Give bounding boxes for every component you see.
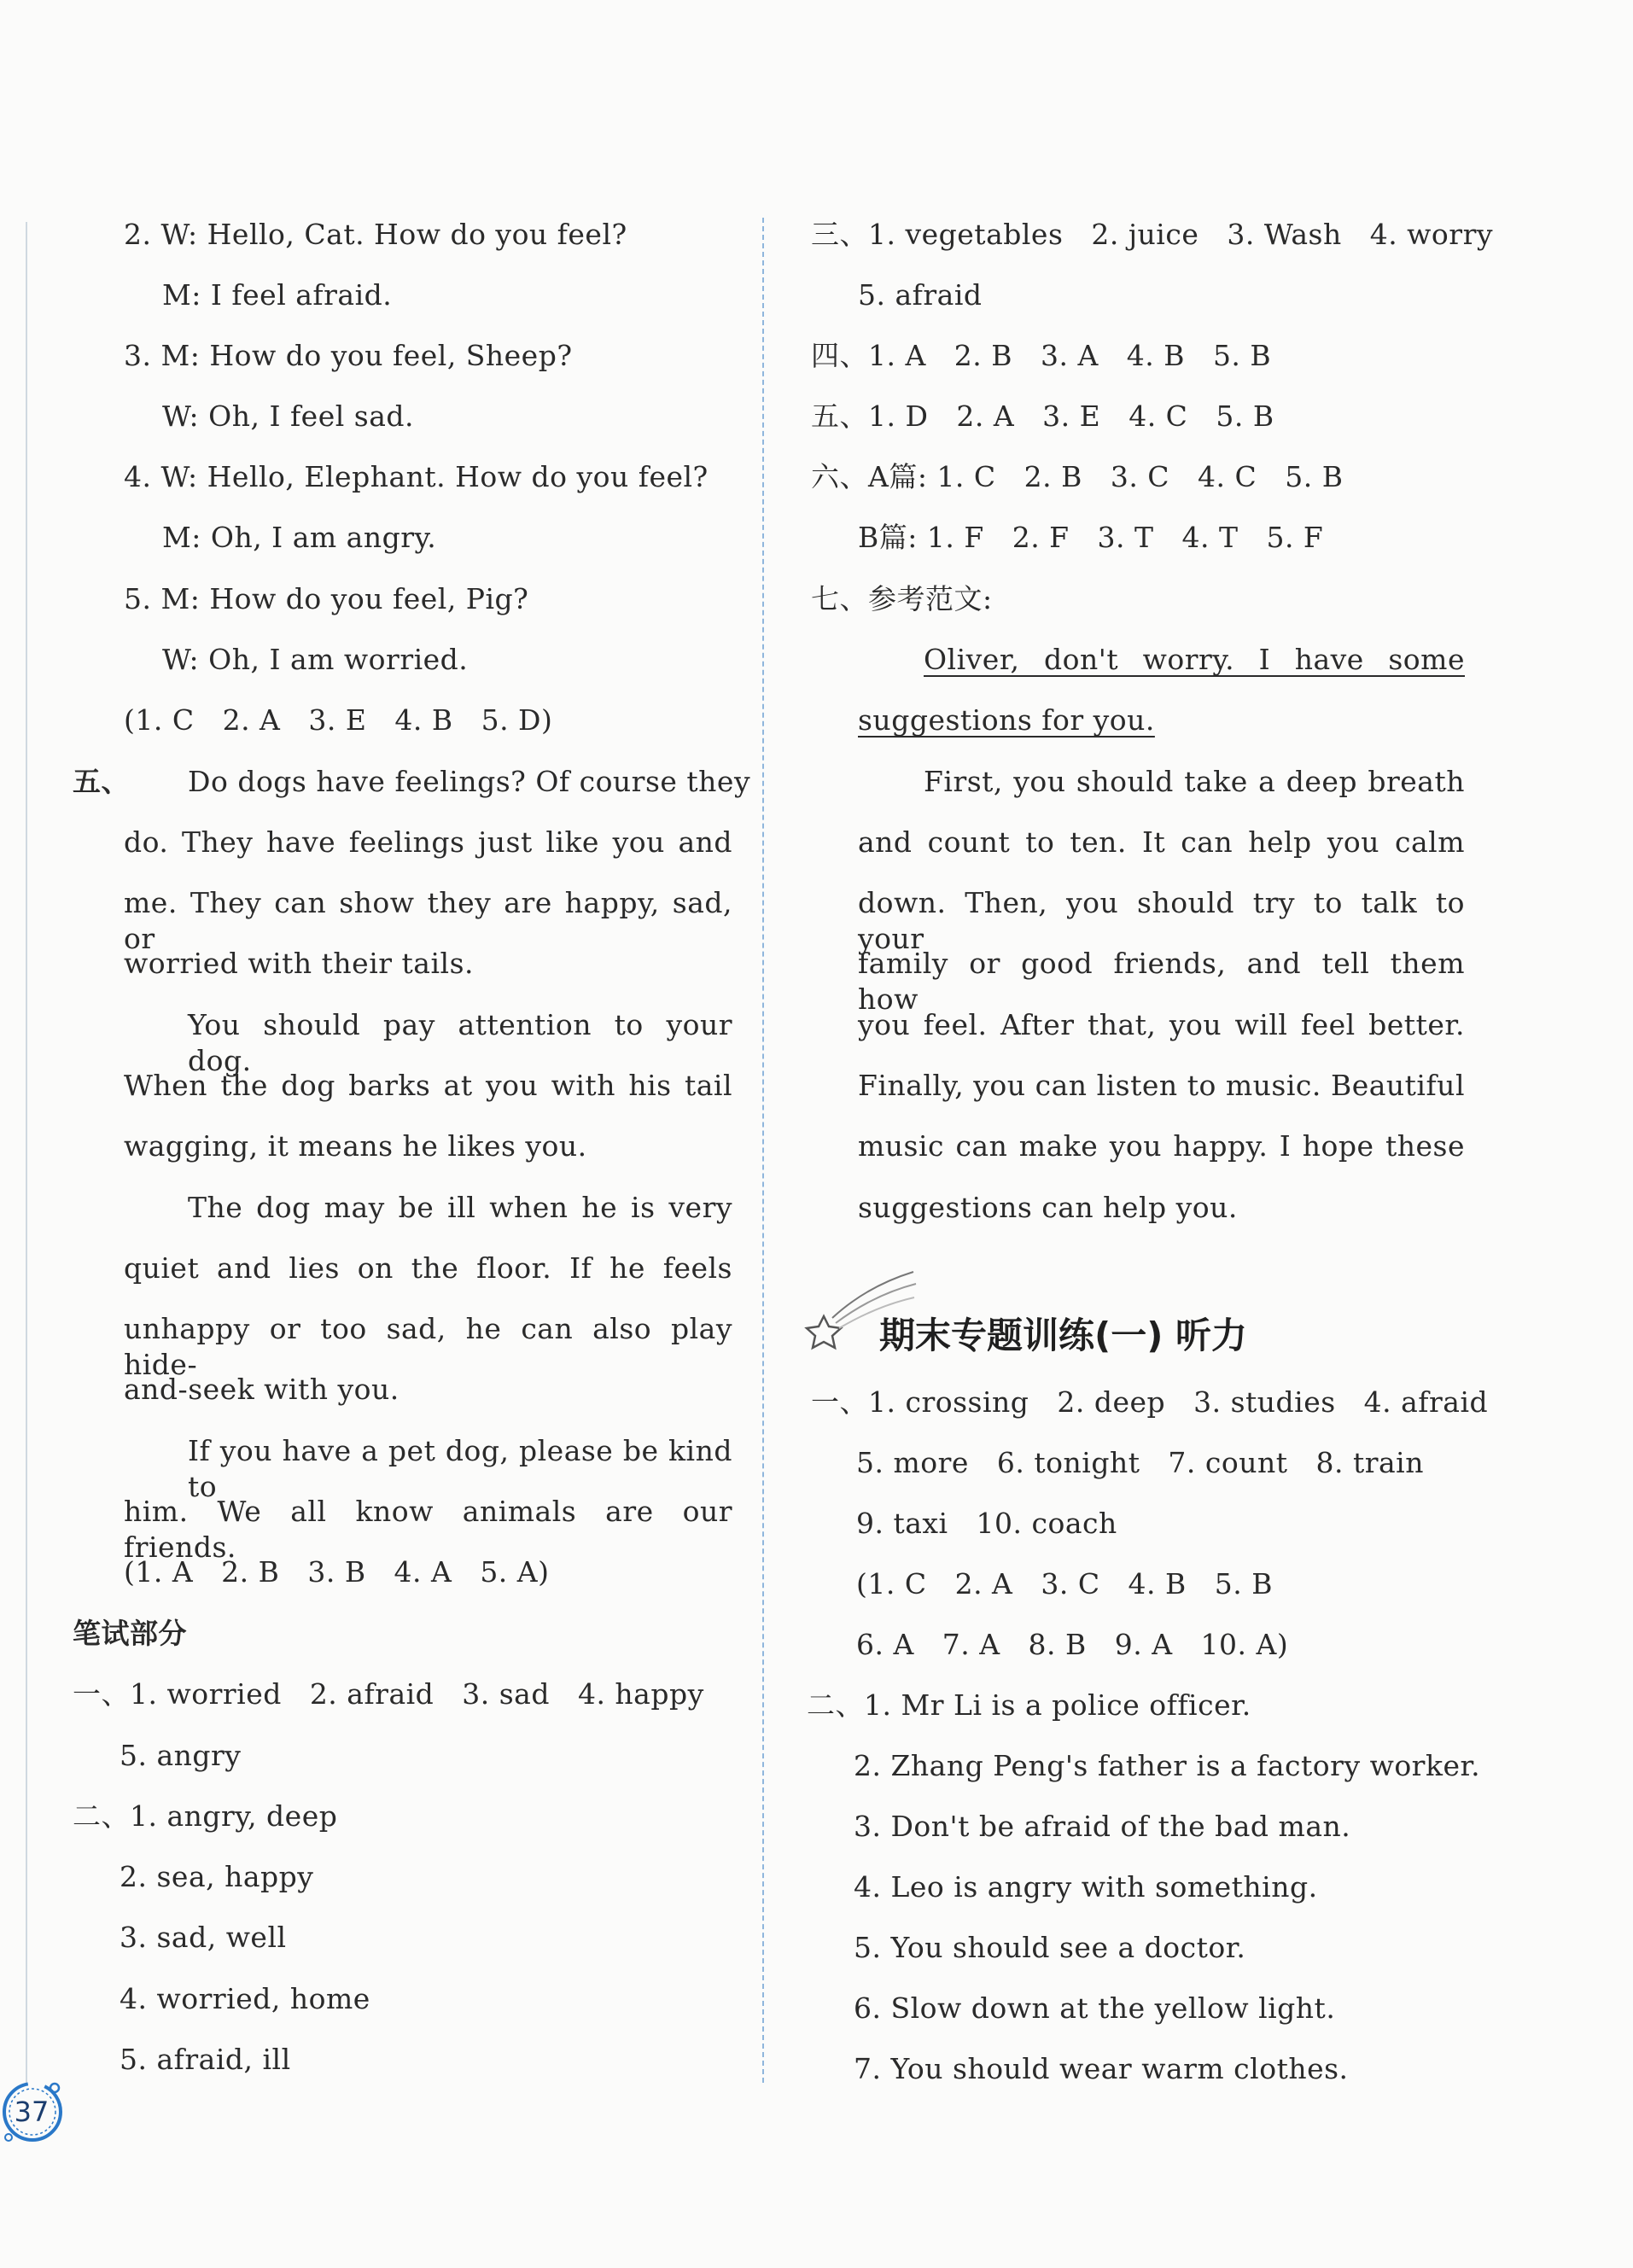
passage-line-7: wagging, it means he likes you.: [124, 1129, 587, 1163]
essay-line-2: suggestions for you.: [858, 703, 1155, 737]
listening-2-line-2: 2. Zhang Peng's father is a factory worker.: [854, 1749, 1481, 1782]
passage-line-3: me. They can show they are happy, sad, or: [124, 886, 732, 955]
left-line-1: 2. W: Hello, Cat. How do you feel?: [124, 218, 627, 251]
listening-2-line-1: 二、1. Mr Li is a police officer.: [807, 1688, 1251, 1722]
listening-1-line-3: 9. taxi 10. coach: [856, 1507, 1117, 1540]
written-1-line-2: 5. angry: [120, 1739, 242, 1772]
essay-line-1: Oliver, don't worry. I have some: [924, 643, 1465, 676]
passage-line-6: When the dog barks at you with his tail: [124, 1069, 732, 1102]
essay-line-4: and count to ten. It can help you calm: [858, 825, 1465, 859]
passage-line-1: Do dogs have feelings? Of course they: [188, 765, 751, 798]
essay-line-8: Finally, you can listen to music. Beautiful: [858, 1069, 1465, 1102]
left-answers-1: (1. C 2. A 3. E 4. B 5. D): [124, 703, 553, 737]
listening-1-line-4: (1. C 2. A 3. C 4. B 5. B: [856, 1567, 1273, 1600]
right-line-2: 5. afraid: [858, 278, 983, 312]
listening-1-line-5: 6. A 7. A 8. B 9. A 10. A): [856, 1628, 1289, 1661]
right-line-3: 四、1. A 2. B 3. A 4. B 5. B: [811, 339, 1272, 372]
written-1-line-1: 一、1. worried 2. afraid 3. sad 4. happy: [73, 1677, 704, 1711]
passage-line-5: You should pay attention to your dog.: [188, 1008, 732, 1077]
left-edge-rule: [26, 222, 27, 2083]
written-part-title: 笔试部分: [73, 1617, 187, 1650]
essay-line-10: suggestions can help you.: [858, 1191, 1238, 1224]
written-2-line-1: 二、1. angry, deep: [73, 1799, 338, 1833]
essay-line-9: music can make you happy. I hope these: [858, 1129, 1465, 1163]
passage-line-8: The dog may be ill when he is very: [188, 1191, 732, 1224]
listening-2-line-5: 5. You should see a doctor.: [854, 1931, 1246, 1964]
passage-line-11: and-seek with you.: [124, 1373, 400, 1406]
left-line-6: M: Oh, I am angry.: [162, 521, 437, 554]
essay-line-5: down. Then, you should try to talk to your: [858, 886, 1465, 955]
passage-line-12: If you have a pet dog, please be kind to: [188, 1434, 732, 1503]
listening-1-line-1: 一、1. crossing 2. deep 3. studies 4. afraid: [811, 1385, 1489, 1419]
right-line-4: 五、1. D 2. A 3. E 4. C 5. B: [811, 399, 1274, 433]
left-line-3: 3. M: How do you feel, Sheep?: [124, 339, 573, 372]
passage-answers: (1. A 2. B 3. B 4. A 5. A): [124, 1555, 550, 1589]
listening-2-line-4: 4. Leo is angry with something.: [854, 1870, 1318, 1904]
passage-line-9: quiet and lies on the floor. If he feels: [124, 1251, 732, 1285]
listening-2-line-6: 6. Slow down at the yellow light.: [854, 1991, 1336, 2025]
right-line-1: 三、1. vegetables 2. juice 3. Wash 4. worry: [811, 218, 1493, 251]
column-divider: [762, 218, 764, 2083]
left-line-2: M: I feel afraid.: [162, 278, 393, 312]
page-number: 37: [14, 2096, 50, 2128]
written-2-line-4: 4. worried, home: [120, 1982, 370, 2015]
written-2-line-2: 2. sea, happy: [120, 1860, 314, 1893]
left-line-5: 4. W: Hello, Elephant. How do you feel?: [124, 460, 709, 493]
left-line-7: 5. M: How do you feel, Pig?: [124, 582, 529, 615]
left-line-4: W: Oh, I feel sad.: [162, 399, 415, 433]
section-heading: 期末专题训练(一) 听力: [879, 1315, 1248, 1356]
passage-line-4: worried with their tails.: [124, 947, 474, 980]
passage-line-2: do. They have feelings just like you and: [124, 825, 732, 859]
passage-line-10: unhappy or too sad, he can also play hide-: [124, 1312, 732, 1381]
section-5-marker: 五、: [73, 765, 130, 798]
left-line-8: W: Oh, I am worried.: [162, 643, 469, 676]
listening-2-line-3: 3. Don't be afraid of the bad man.: [854, 1810, 1351, 1843]
passage-line-13: him. We all know animals are our friends.: [124, 1495, 732, 1564]
written-2-line-3: 3. sad, well: [120, 1921, 287, 1954]
listening-2-line-7: 7. You should wear warm clothes.: [854, 2052, 1349, 2085]
essay-line-7: you feel. After that, you will feel better.: [858, 1008, 1465, 1041]
right-line-6: B篇: 1. F 2. F 3. T 4. T 5. F: [858, 521, 1324, 554]
right-line-5: 六、A篇: 1. C 2. B 3. C 4. C 5. B: [811, 460, 1344, 493]
listening-1-line-2: 5. more 6. tonight 7. count 8. train: [856, 1446, 1424, 1479]
written-2-line-5: 5. afraid, ill: [120, 2043, 291, 2076]
essay-line-6: family or good friends, and tell them how: [858, 947, 1465, 1016]
essay-line-3: First, you should take a deep breath: [924, 765, 1465, 798]
right-line-7: 七、参考范文:: [811, 582, 993, 615]
